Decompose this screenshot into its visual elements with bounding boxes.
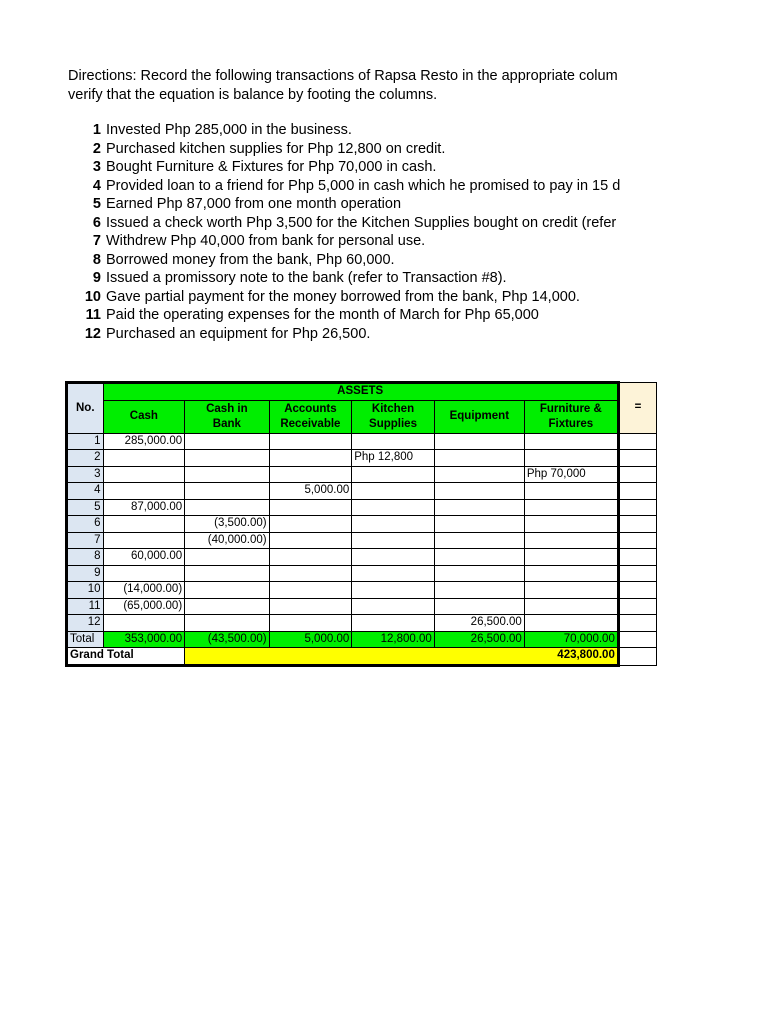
- transaction-list: [68, 121, 620, 343]
- cell-kitchen-supplies: [352, 516, 435, 533]
- cell-accounts-receivable: [269, 582, 352, 599]
- header-cash-in-bank-line1: Cash in: [206, 402, 248, 415]
- cell-cash-in-bank: [185, 483, 269, 500]
- cell-cash-in-bank: [185, 615, 269, 632]
- cell-kitchen-supplies: Php 12,800: [352, 450, 435, 467]
- table-row: [67, 565, 657, 582]
- cell-furniture-fixtures: [524, 582, 618, 599]
- row-number: 10: [67, 582, 104, 599]
- transaction-item: [68, 288, 620, 307]
- row-number: 5: [67, 499, 104, 516]
- cell-equipment: [434, 433, 524, 450]
- cell-accounts-receivable: [269, 516, 352, 533]
- header-cash-in-bank-line2: Bank: [212, 417, 241, 430]
- cell-equals: [618, 582, 656, 599]
- table-row: [67, 615, 657, 632]
- transaction-number: 7: [92, 233, 101, 249]
- cell-equals: [618, 466, 656, 483]
- transaction-text: Gave partial payment for the money borrowed from the bank, Php 14,000.: [106, 288, 580, 305]
- transaction-item: [68, 306, 620, 325]
- cell-furniture-fixtures: [524, 532, 618, 549]
- transaction-text: Provided loan to a friend for Php 5,000 in cash which he promised to pay in 15 d: [106, 177, 621, 194]
- cell-equipment: [434, 516, 524, 533]
- table-row: [67, 466, 657, 483]
- row-number: 6: [67, 516, 104, 533]
- cell-equals: [618, 433, 656, 450]
- cell-cash: [103, 450, 185, 467]
- transaction-number: 12: [84, 325, 101, 342]
- transaction-number: 4: [92, 177, 101, 194]
- cell-equipment: [434, 483, 524, 500]
- cell-furniture-fixtures: [524, 549, 618, 566]
- total-kitchen-supplies: 12,800.00: [352, 631, 435, 648]
- cell-kitchen-supplies: [352, 598, 435, 615]
- cell-cash: [103, 615, 185, 632]
- transaction-item: [68, 232, 620, 251]
- cell-equipment: [434, 466, 524, 483]
- cell-equals: [618, 615, 656, 632]
- transaction-item: [68, 214, 620, 233]
- cell-equals: [618, 499, 656, 516]
- total-label: Total: [67, 631, 104, 648]
- transaction-number: 3: [92, 159, 101, 175]
- directions-text: [68, 67, 657, 104]
- table-row: [67, 549, 657, 566]
- cell-equipment: [434, 450, 524, 467]
- transaction-number: 9: [92, 270, 101, 286]
- cell-cash: [103, 466, 185, 483]
- cell-accounts-receivable: [269, 615, 352, 632]
- cell-cash-in-bank: (3,500.00): [185, 516, 269, 533]
- transaction-text: Issued a check worth Php 3,500 for the Kitchen Supplies bought on credit (refer: [106, 214, 617, 231]
- cell-accounts-receivable: [269, 466, 352, 483]
- cell-kitchen-supplies: [352, 565, 435, 582]
- cell-equipment: 26,500.00: [434, 615, 524, 632]
- cell-kitchen-supplies: [352, 532, 435, 549]
- transaction-text: Purchased an equipment for Php 26,500.: [106, 325, 371, 342]
- total-cash-in-bank: (43,500.00): [185, 631, 269, 648]
- cell-accounts-receivable: 5,000.00: [269, 483, 352, 500]
- header-ks-line1: Kitchen: [371, 402, 415, 415]
- table-row: [67, 532, 657, 549]
- cell-equals: [618, 516, 656, 533]
- cell-accounts-receivable: [269, 450, 352, 467]
- grand-total-value: 423,800.00: [185, 648, 619, 666]
- cell-furniture-fixtures: [524, 565, 618, 582]
- cell-cash-in-bank: [185, 450, 269, 467]
- cell-cash-in-bank: [185, 565, 269, 582]
- row-number: 12: [67, 615, 104, 632]
- cell-furniture-fixtures: Php 70,000: [524, 466, 618, 483]
- cell-cash-in-bank: (40,000.00): [185, 532, 269, 549]
- cell-equals: [618, 483, 656, 500]
- directions-line-2: verify that the equation is balance by footing the columns.: [68, 86, 438, 103]
- transaction-item: [68, 158, 620, 177]
- cell-cash: [103, 565, 185, 582]
- cell-accounts-receivable: [269, 532, 352, 549]
- transaction-item: [68, 121, 620, 140]
- cell-equals: [618, 598, 656, 615]
- cell-cash: 60,000.00: [103, 549, 185, 566]
- header-assets: ASSETS: [103, 383, 618, 401]
- cell-cash: 285,000.00: [103, 433, 185, 450]
- cell-kitchen-supplies: [352, 466, 435, 483]
- transaction-number: 8: [92, 251, 101, 268]
- row-number: 9: [67, 565, 104, 582]
- transaction-text: Paid the operating expenses for the month of March for Php 65,000: [106, 307, 539, 323]
- cell-furniture-fixtures: [524, 499, 618, 516]
- transaction-item: [68, 177, 620, 196]
- cell-cash: (14,000.00): [103, 582, 185, 599]
- transaction-text: Issued a promissory note to the bank (refer to Transaction #8).: [106, 270, 507, 286]
- header-ar-line1: Accounts: [284, 402, 337, 415]
- cell-accounts-receivable: [269, 549, 352, 566]
- table-row: [67, 516, 657, 533]
- transaction-number: 2: [92, 140, 101, 157]
- header-ar-line2: Receivable: [280, 417, 341, 430]
- cell-furniture-fixtures: [524, 615, 618, 632]
- cell-furniture-fixtures: [524, 598, 618, 615]
- header-cash-in-bank: [185, 400, 269, 433]
- transaction-text: Borrowed money from the bank, Php 60,000.: [106, 251, 395, 268]
- total-equipment: 26,500.00: [434, 631, 524, 648]
- row-number: 8: [67, 549, 104, 566]
- cell-cash-in-bank: [185, 499, 269, 516]
- cell-cash-in-bank: [185, 598, 269, 615]
- cell-equals: [618, 532, 656, 549]
- transaction-item: [68, 195, 620, 214]
- header-ks-line2: Supplies: [369, 417, 417, 430]
- cell-furniture-fixtures: [524, 483, 618, 500]
- cell-furniture-fixtures: [524, 516, 618, 533]
- header-cash: Cash: [103, 400, 185, 433]
- cell-cash: (65,000.00): [103, 598, 185, 615]
- table-row: [67, 483, 657, 500]
- cell-furniture-fixtures: [524, 450, 618, 467]
- cell-cash-in-bank: [185, 549, 269, 566]
- table-row: [67, 598, 657, 615]
- header-equipment: Equipment: [434, 400, 524, 433]
- header-accounts-receivable: [269, 400, 352, 433]
- cell-accounts-receivable: [269, 433, 352, 450]
- header-ff-line1: Furniture &: [539, 402, 602, 415]
- cell-kitchen-supplies: [352, 615, 435, 632]
- row-number: 4: [67, 483, 104, 500]
- grand-total-row: [67, 648, 657, 666]
- table-row: [67, 450, 657, 467]
- cell-cash: [103, 483, 185, 500]
- transaction-number: 6: [92, 214, 101, 231]
- row-number: 11: [67, 598, 104, 615]
- cell-equals: [618, 565, 656, 582]
- transaction-text: Bought Furniture & Fixtures for Php 70,000 in cash.: [106, 159, 437, 175]
- total-furniture-fixtures: 70,000.00: [524, 631, 618, 648]
- cell-accounts-receivable: [269, 565, 352, 582]
- table-row: [67, 582, 657, 599]
- grand-total-equals-cell: [618, 648, 656, 666]
- transaction-text: Invested Php 285,000 in the business.: [106, 122, 352, 138]
- transaction-item: [68, 140, 620, 159]
- transaction-item: [68, 269, 620, 288]
- accounting-equation-table: [65, 381, 657, 667]
- cell-equipment: [434, 582, 524, 599]
- total-accounts-receivable: 5,000.00: [269, 631, 352, 648]
- table-row: [67, 433, 657, 450]
- transaction-item: [68, 251, 620, 270]
- cell-kitchen-supplies: [352, 582, 435, 599]
- cell-accounts-receivable: [269, 499, 352, 516]
- cell-equals: [618, 450, 656, 467]
- total-row: [67, 631, 657, 648]
- row-number: 7: [67, 532, 104, 549]
- transaction-text: Purchased kitchen supplies for Php 12,800 on credit.: [106, 140, 446, 157]
- header-kitchen-supplies: [352, 400, 435, 433]
- grand-total-label: Grand Total: [67, 648, 185, 666]
- cell-cash-in-bank: [185, 433, 269, 450]
- header-no: No.: [67, 383, 104, 434]
- transaction-text: Withdrew Php 40,000 from bank for personal use.: [106, 233, 426, 249]
- cell-cash: [103, 516, 185, 533]
- row-number: 3: [67, 466, 104, 483]
- transaction-text: Earned Php 87,000 from one month operation: [106, 196, 402, 212]
- header-furniture-fixtures: [524, 400, 618, 433]
- cell-cash: [103, 532, 185, 549]
- cell-kitchen-supplies: [352, 483, 435, 500]
- cell-cash: 87,000.00: [103, 499, 185, 516]
- transaction-number: 10: [84, 288, 101, 305]
- cell-equipment: [434, 565, 524, 582]
- cell-cash-in-bank: [185, 466, 269, 483]
- header-equals: =: [618, 383, 656, 434]
- cell-furniture-fixtures: [524, 433, 618, 450]
- total-equals-cell: [618, 631, 656, 648]
- cell-kitchen-supplies: [352, 499, 435, 516]
- transaction-item: [68, 325, 620, 344]
- cell-kitchen-supplies: [352, 433, 435, 450]
- cell-equals: [618, 549, 656, 566]
- cell-kitchen-supplies: [352, 549, 435, 566]
- cell-equipment: [434, 532, 524, 549]
- cell-equipment: [434, 549, 524, 566]
- directions-line-1: Directions: Record the following transactions of Rapsa Resto in the appropriate colum: [68, 68, 618, 84]
- total-cash: 353,000.00: [103, 631, 185, 648]
- cell-equipment: [434, 598, 524, 615]
- cell-equipment: [434, 499, 524, 516]
- header-ff-line2: Fixtures: [548, 417, 594, 430]
- transaction-number: 5: [92, 196, 101, 212]
- transaction-number: 11: [85, 307, 101, 323]
- row-number: 2: [67, 450, 104, 467]
- transaction-number: 1: [92, 122, 101, 138]
- row-number: 1: [67, 433, 104, 450]
- cell-cash-in-bank: [185, 582, 269, 599]
- table-row: [67, 499, 657, 516]
- cell-accounts-receivable: [269, 598, 352, 615]
